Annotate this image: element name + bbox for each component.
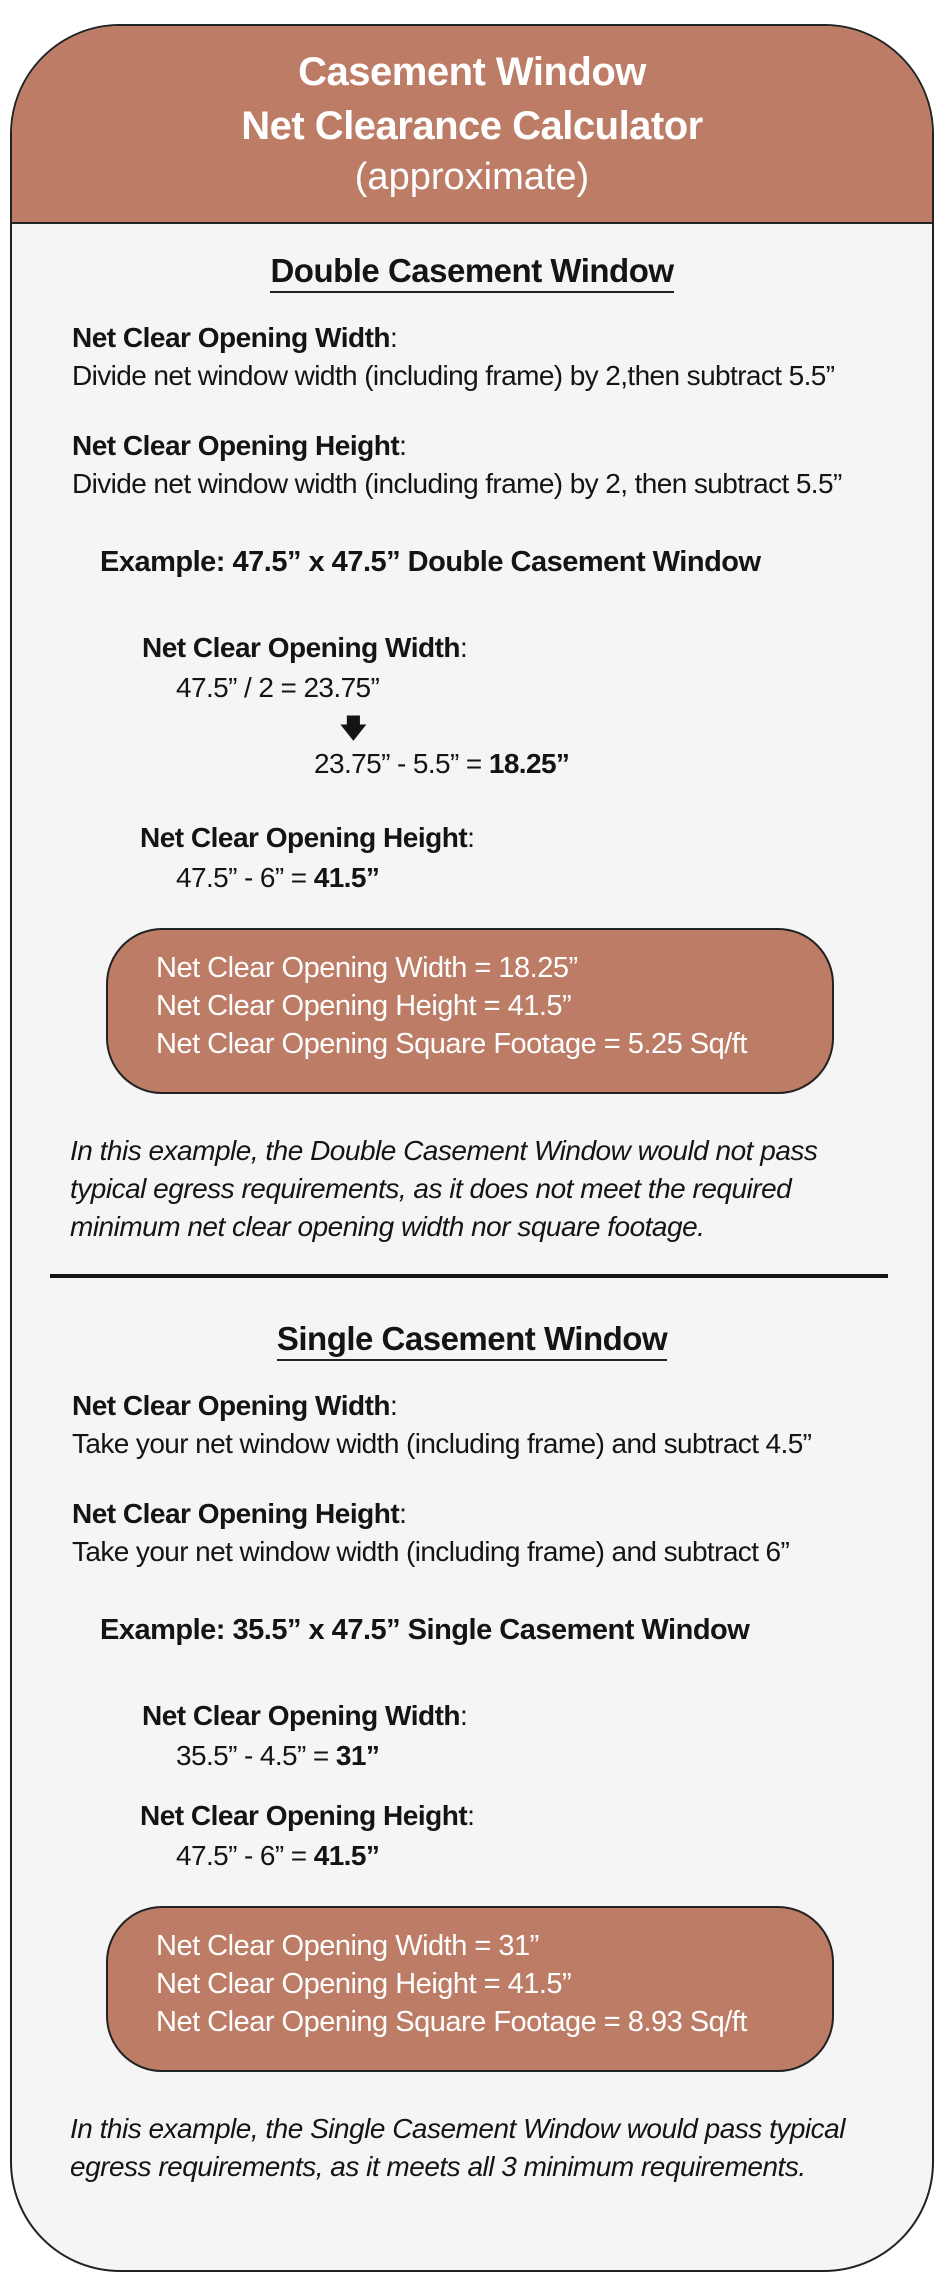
single-example-width-label: Net Clear Opening Width: bbox=[142, 1700, 468, 1731]
double-result-width: Net Clear Opening Width = 18.25” bbox=[156, 952, 578, 984]
single-result-sqft: Net Clear Opening Square Footage = 8.93 Sq/ft bbox=[156, 2006, 747, 2038]
single-width-label: Net Clear Opening Width: bbox=[72, 1390, 398, 1421]
single-example-height-label: Net Clear Opening Height: bbox=[140, 1800, 475, 1831]
single-result-box bbox=[106, 1906, 834, 2072]
double-note: In this example, the Double Casement Window would not pass typical egress requirements, as it does not meet the required minimum net clear opening width nor square footage. bbox=[70, 1135, 818, 1242]
double-height-description: Divide net window width (including frame) by 2, then subtract 5.5” bbox=[72, 468, 842, 499]
double-result-box bbox=[106, 928, 834, 1094]
double-example-title: Example: 47.5” x 47.5” Double Casement Window bbox=[100, 546, 761, 578]
single-example-title: Example: 35.5” x 47.5” Single Casement Window bbox=[100, 1614, 750, 1646]
single-section-title: Single Casement Window bbox=[12, 1320, 932, 1358]
double-height-label: Net Clear Opening Height: bbox=[72, 430, 407, 461]
title-line-1: Casement Window bbox=[298, 50, 646, 94]
double-result-height: Net Clear Opening Height = 41.5” bbox=[156, 990, 572, 1022]
single-result-width: Net Clear Opening Width = 31” bbox=[156, 1930, 539, 1962]
single-height-label: Net Clear Opening Height: bbox=[72, 1498, 407, 1529]
double-height-calc: 47.5” - 6” = 41.5” bbox=[176, 862, 380, 893]
single-width-description: Take your net window width (including frame) and subtract 4.5” bbox=[72, 1428, 812, 1459]
calculator-card bbox=[10, 24, 934, 2272]
double-width-label: Net Clear Opening Width: bbox=[72, 322, 398, 353]
double-width-description: Divide net window width (including frame) by 2,then subtract 5.5” bbox=[72, 360, 835, 391]
double-section-title: Double Casement Window bbox=[12, 252, 932, 290]
section-divider bbox=[50, 1274, 888, 1278]
double-width-step-1: 47.5” / 2 = 23.75” bbox=[176, 672, 380, 703]
double-width-step-2: 23.75” - 5.5” = 18.25” bbox=[314, 748, 570, 779]
title-line-2: Net Clearance Calculator bbox=[241, 104, 703, 148]
single-note: In this example, the Single Casement Window would pass typical egress requirements, as it meets all 3 minimum requirements. bbox=[70, 2113, 845, 2182]
single-height-description: Take your net window width (including frame) and subtract 6” bbox=[72, 1536, 790, 1567]
arrow-down-icon: 🡇 bbox=[340, 713, 367, 743]
double-example-width-label: Net Clear Opening Width: bbox=[142, 632, 468, 663]
header-banner bbox=[12, 26, 932, 224]
single-width-calc: 35.5” - 4.5” = 31” bbox=[176, 1740, 380, 1771]
double-example-height-label: Net Clear Opening Height: bbox=[140, 822, 475, 853]
single-result-height: Net Clear Opening Height = 41.5” bbox=[156, 1968, 572, 2000]
single-height-calc: 47.5” - 6” = 41.5” bbox=[176, 1840, 380, 1871]
subtitle: (approximate) bbox=[354, 156, 590, 198]
double-result-sqft: Net Clear Opening Square Footage = 5.25 Sq/ft bbox=[156, 1028, 747, 1060]
